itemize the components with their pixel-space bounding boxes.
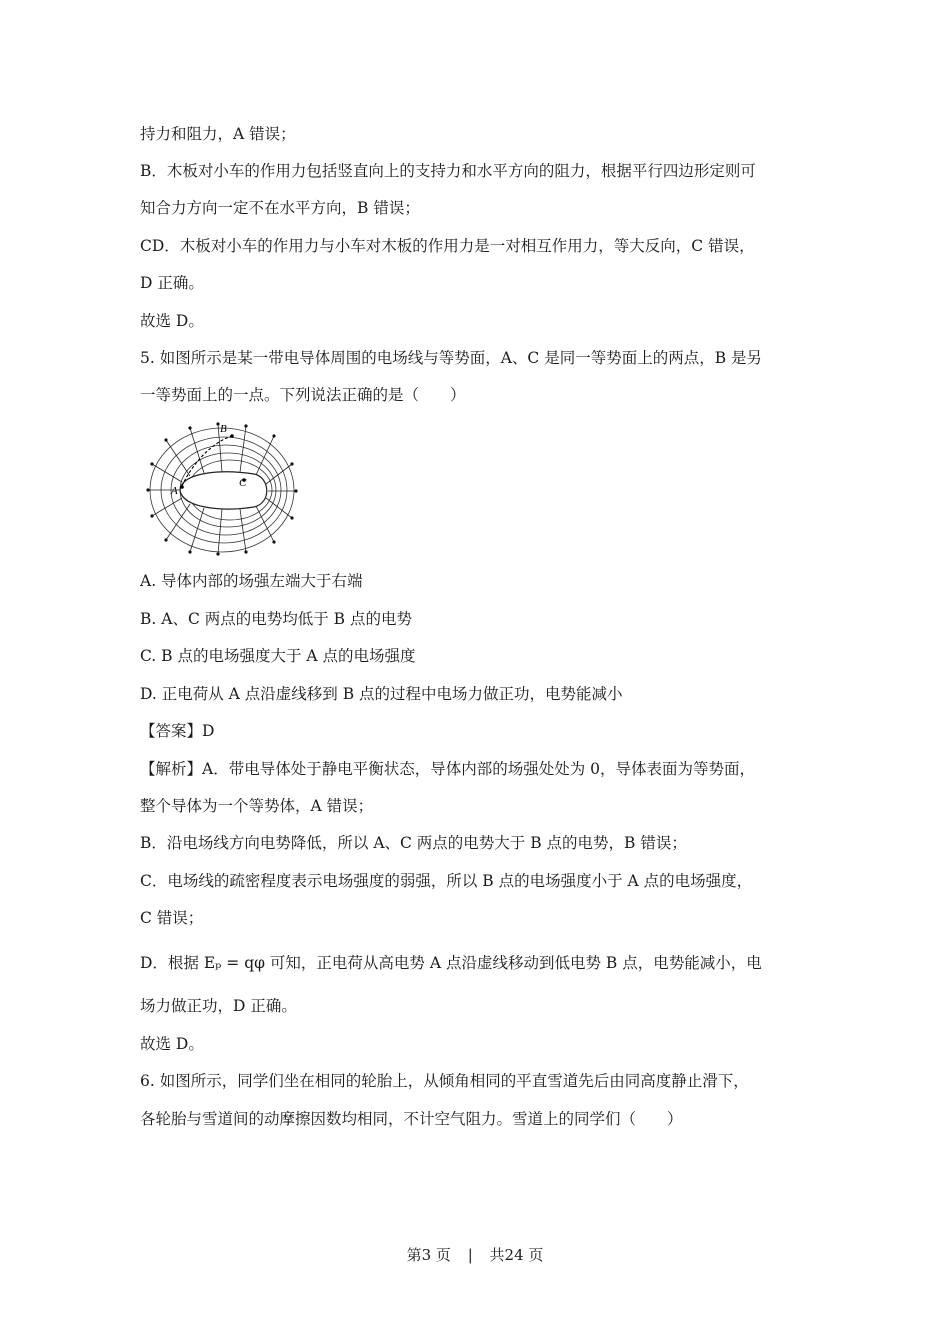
label-c: C (239, 477, 247, 489)
field-lines-figure (142, 414, 302, 559)
question-5-line-1: 5. 如图所示是某一带电导体周围的电场线与等势面，A、C 是同一等势面上的两点，B 是另 (140, 349, 763, 367)
question-6-line-2: 各轮胎与雪道间的动摩擦因数均相同，不计空气阻力。雪道上的同学们（ ） (140, 1110, 683, 1128)
analysis-line-1: 【解析】A．带电导体处于静电平衡状态，导体内部的场强处处为 0，导体表面为等势面， (140, 760, 755, 778)
analysis-line-2: 整个导体为一个等势体，A 错误； (140, 797, 374, 815)
analysis-line-5: C 错误； (140, 909, 204, 927)
analysis-line-8: 故选 D。 (140, 1035, 204, 1053)
footer-separator: | (467, 1246, 473, 1264)
line-3: 知合力方向一定不在水平方向，B 错误； (140, 199, 420, 217)
analysis-line-3: B．沿电场线方向电势降低，所以 A、C 两点的电势大于 B 点的电势，B 错误； (140, 834, 687, 852)
answer: 【答案】D (140, 722, 215, 740)
question-6-line-1: 6. 如图所示，同学们坐在相同的轮胎上，从倾角相同的平直雪道先后由同高度静止滑下， (140, 1072, 749, 1090)
label-b: B (220, 423, 227, 435)
page-number: 第3 页 (406, 1246, 451, 1264)
line-2: B．木板对小车的作用力包括竖直向上的支持力和水平方向的阻力，根据平行四边形定则可 (140, 162, 756, 180)
option-b: B. A、C 两点的电势均低于 B 点的电势 (140, 610, 412, 628)
option-c: C. B 点的电场强度大于 A 点的电场强度 (140, 647, 416, 665)
page-footer (0, 1244, 950, 1265)
analysis-line-4: C．电场线的疏密程度表示电场强度的弱强，所以 B 点的电场强度小于 A 点的电场强度， (140, 872, 753, 890)
line-4: CD．木板对小车的作用力与小车对木板的作用力是一对相互作用力，等大反向，C 错误， (140, 237, 755, 255)
question-5-line-2: 一等势面上的一点。下列说法正确的是（ ） (140, 386, 466, 404)
label-a: A (171, 485, 178, 497)
analysis-line-6: D．根据 Eₚ = qφ 可知，正电荷从高电势 A 点沿虚线移动到低电势 B 点，电势能减小，电 (140, 954, 762, 972)
line-5: D 正确。 (140, 274, 204, 292)
conductor-outline (180, 472, 267, 509)
option-d: D. 正电荷从 A 点沿虚线移到 B 点的过程中电场力做正功，电势能减小 (140, 685, 623, 703)
line-6: 故选 D。 (140, 312, 204, 330)
page-total: 共24 页 (489, 1246, 544, 1264)
analysis-line-7: 场力做正功，D 正确。 (140, 997, 297, 1015)
line-1: 持力和阻力，A 错误； (140, 125, 296, 143)
option-a: A. 导体内部的场强左端大于右端 (140, 572, 363, 590)
